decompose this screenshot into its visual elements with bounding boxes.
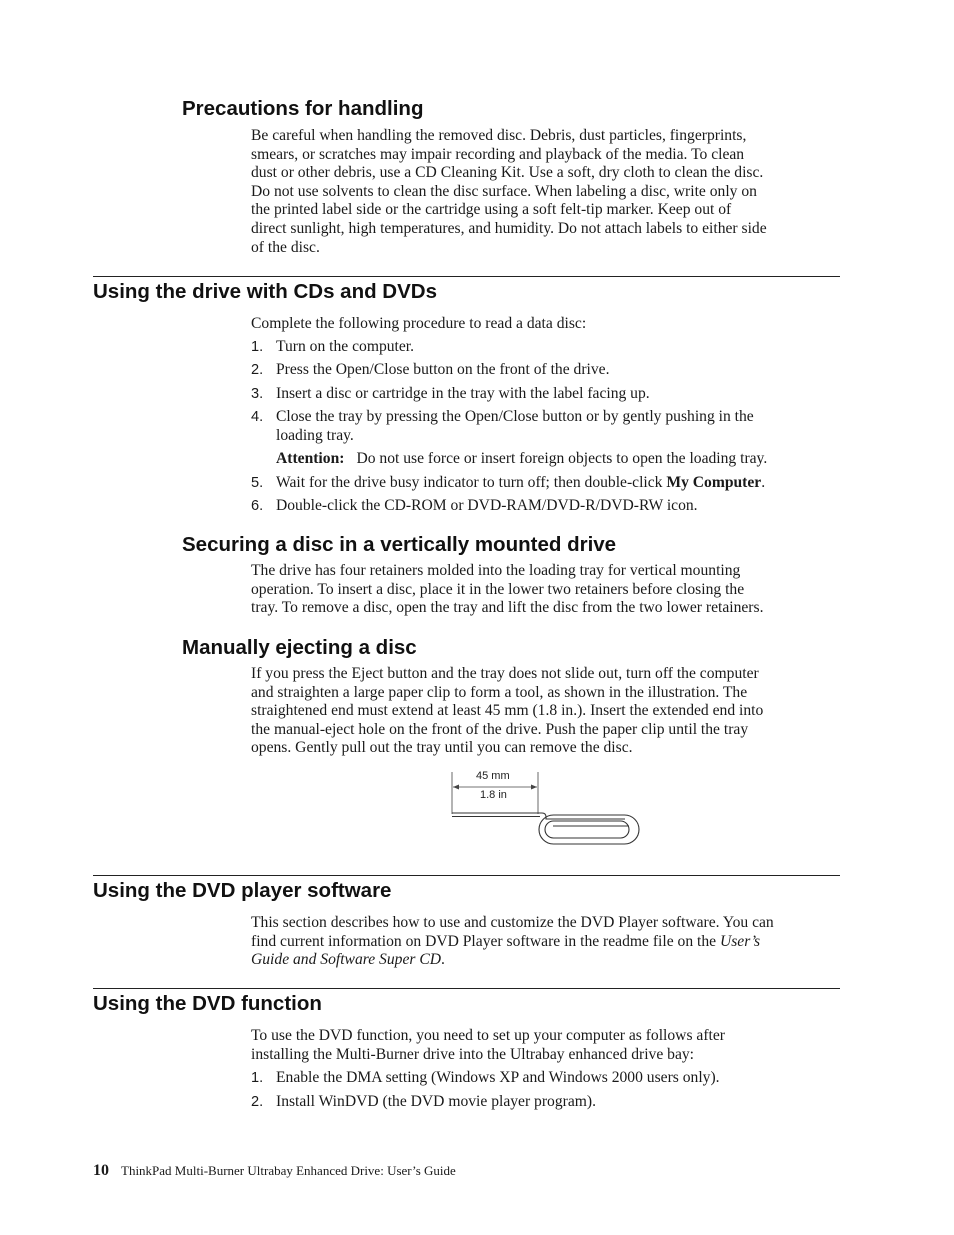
text-line: straightened end must extend at least 45 mm (1.8 in.). Insert the extended end into — [251, 702, 764, 720]
attention-label: Attention: — [276, 450, 345, 467]
list-number: 1. — [251, 1070, 264, 1086]
list-number: 4. — [251, 409, 264, 425]
paragraph-precautions — [251, 127, 841, 257]
list-number: 5. — [251, 475, 264, 491]
text-line: direct sunlight, high temperatures, and humidity. Do not attach labels to either side — [251, 219, 767, 237]
paragraph-intro: Complete the following procedure to read a data disc: — [251, 315, 587, 332]
text-line: This section describes how to use and customize the DVD Player software. You can — [251, 914, 774, 931]
paragraph-dvd-function — [251, 1027, 841, 1064]
text-run: find current information on DVD Player software in the readme file on the — [251, 932, 720, 950]
text-line: the printed label side or the cartridge using a soft felt-tip marker. Keep out of — [251, 201, 732, 219]
figure-label-mm: 45 mm — [476, 770, 510, 782]
text-line: and straighten a large paper clip to form a tool, as shown in the illustration. The — [251, 683, 748, 701]
text-line: installing the Multi-Burner drive into the Ultrabay enhanced drive bay: — [251, 1045, 694, 1063]
text-line: opens. Gently pull out the tray until you can remove the disc. — [251, 739, 633, 757]
paragraph-ejecting — [251, 665, 841, 758]
list-number: 2. — [251, 362, 264, 378]
text-run: Wait for the drive busy indicator to turn off; then double-click — [276, 474, 667, 491]
book-title: User’s — [719, 932, 761, 950]
heading-dvd-player: Using the DVD player software — [93, 879, 392, 902]
paragraph-securing — [251, 562, 841, 618]
book-title: Guide and Software Super CD — [251, 951, 442, 969]
text-line: dust or other debris, use a CD Cleaning Kit. Use a soft, dry cloth to clean the disc. — [251, 164, 764, 182]
heading-securing: Securing a disc in a vertically mounted drive — [182, 533, 617, 556]
list-text: Insert a disc or cartridge in the tray with the label facing up. — [276, 385, 650, 402]
text-line: Do not use solvents to clean the disc surface. When labeling a disc, write only on — [251, 182, 757, 200]
attention-text: Do not use force or insert foreign objects to open the loading tray. — [356, 450, 768, 467]
heading-precautions: Precautions for handling — [182, 97, 424, 120]
text-line: loading tray. — [276, 426, 354, 444]
list-text: Double-click the CD-ROM or DVD-RAM/DVD-R/DVD-RW icon. — [276, 497, 698, 514]
page-number: 10 — [93, 1162, 109, 1179]
list-text: Turn on the computer. — [276, 338, 415, 355]
bold-term: My Computer — [666, 474, 762, 491]
paper-clip-illustration — [445, 768, 650, 848]
heading-dvd-function: Using the DVD function — [93, 992, 322, 1015]
text-run: . — [761, 474, 766, 491]
list-text — [276, 408, 841, 445]
footer-title: ThinkPad Multi-Burner Ultrabay Enhanced Drive: User’s Guide — [121, 1163, 456, 1178]
figure-label-in: 1.8 in — [480, 789, 507, 801]
text-line: If you press the Eject button and the tray does not slide out, turn off the computer — [251, 665, 759, 682]
list-number: 1. — [251, 339, 264, 355]
list-text: Press the Open/Close button on the front of the drive. — [276, 361, 610, 378]
page-footer — [93, 1163, 456, 1179]
text-line: tray. To remove a disc, open the tray and lift the disc from the two lower retainers. — [251, 599, 764, 617]
section-divider — [93, 276, 840, 277]
list-number: 2. — [251, 1094, 264, 1110]
text-line: operation. To insert a disc, place it in the lower two retainers before closing the — [251, 580, 745, 598]
heading-ejecting: Manually ejecting a disc — [182, 636, 417, 659]
list-text: Install WinDVD (the DVD movie player program). — [276, 1093, 596, 1110]
section-divider — [93, 875, 840, 876]
text-line — [251, 951, 841, 970]
paragraph-dvd-player — [251, 914, 841, 970]
text-line: To use the DVD function, you need to set up your computer as follows after — [251, 1027, 725, 1044]
attention-note — [276, 450, 841, 469]
text-line: of the disc. — [251, 238, 320, 256]
list-number: 6. — [251, 498, 264, 514]
text-line: Be careful when handling the removed disc. Debris, dust particles, fingerprints, — [251, 127, 747, 144]
text-line: Close the tray by pressing the Open/Close button or by gently pushing in the — [276, 408, 754, 425]
text-line: The drive has four retainers molded into the loading tray for vertical mounting — [251, 562, 741, 579]
heading-using-drive: Using the drive with CDs and DVDs — [93, 280, 437, 303]
section-divider — [93, 988, 840, 989]
text-line — [251, 933, 841, 952]
text-line: the manual-eject hole on the front of the drive. Push the paper clip until the tray — [251, 720, 749, 738]
list-text: Enable the DMA setting (Windows XP and Windows 2000 users only). — [276, 1069, 720, 1086]
text-line: smears, or scratches may impair recording and playback of the media. To clean — [251, 145, 745, 163]
text-run: . — [441, 951, 445, 969]
list-text — [276, 474, 841, 493]
list-number: 3. — [251, 386, 264, 402]
